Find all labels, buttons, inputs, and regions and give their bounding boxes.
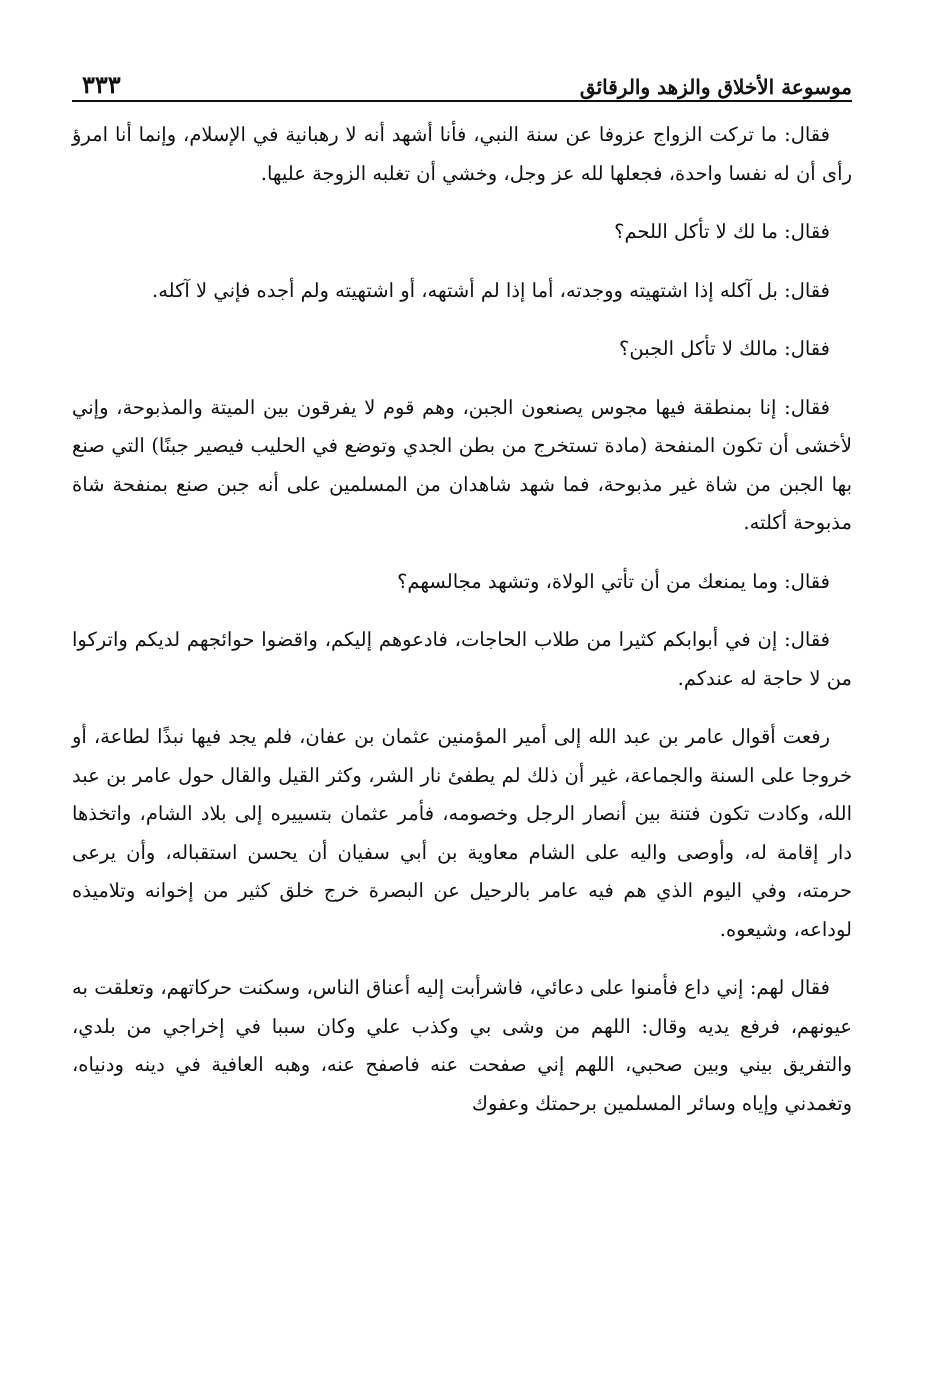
page-body bbox=[72, 116, 852, 1123]
paragraph: فقال: ما تركت الزواج عزوفا عن سنة النبي، فأنا أشهد أنه لا رهبانية في الإسلام، وإنما أنا امرؤ رأى أن له نفسا واحدة، فجعلها لله عز وجل، وخشي أن تغلبه الزوجة عليها. bbox=[72, 123, 852, 185]
paragraph: فقال: ما لك لا تأكل اللحم؟ bbox=[614, 220, 830, 243]
paragraph: فقال لهم: إني داع فأمنوا على دعائي، فاشرأبت إليه أعناق الناس، وسكنت حركاتهم، وتعلقت به عيونهم، فرفع يديه وقال: اللهم من وشى بي وكذب علي وكان سببا في إخراجي من بلدي، والتفريق بيني وبين صحبي، اللهم إني صفحت عنه فاصفح عنه، وهبه العافية في دينه ودنياه، وتغمدني وإياه وسائر المسلمين برحمتك وعفوك bbox=[72, 976, 852, 1115]
paragraph: فقال: وما يمنعك من أن تأتي الولاة، وتشهد مجالسهم؟ bbox=[397, 569, 830, 593]
book-page bbox=[72, 58, 852, 1358]
paragraph: فقال: إن في أبوابكم كثيرا من طلاب الحاجات، فادعوهم إليكم، واقضوا حوائجهم لديكم واتركوا من لا حاجة له عندكم. bbox=[72, 628, 852, 690]
paragraph: رفعت أقوال عامر بن عبد الله إلى أمير المؤمنين عثمان بن عفان، فلم يجد فيها نبذًا لطاعة، أو خروجا على السنة والجماعة، غير أن ذلك لم يطفئ نار الشر، وكثر القيل والقال حول عامر بن عبد الله، وكادت تكون فتنة بين أنصار الرجل وخصومه، فأمر عثمان بتسييره إلى بلاد الشام، واتخذها دار إقامة له، وأوصى واليه على الشام معاوية بن أبي سفيان أن يحسن استقباله، وأن يرعى حرمته، وفي اليوم الذي هم فيه عامر بالرحيل عن البصرة خرج خلق كثير من إخوانه وتلاميذه لوداعه، وشيعوه. bbox=[72, 725, 852, 941]
paragraph: فقال: إنا بمنطقة فيها مجوس يصنعون الجبن، وهم قوم لا يفرقون بين الميتة والمذبوحة، وإني لأخشى أن تكون المنفحة (مادة تستخرج من بطن الجدي وتوضع في الحليب فيصير جبنًا) التي صنع بها الجبن من شاة غير مذبوحة، فما شهد شاهدان من المسلمين على أنه جبن صنع بمنفحة شاة مذبوحة أكلته. bbox=[72, 395, 852, 534]
book-title: موسوعة الأخلاق والزهد والرقائق bbox=[579, 75, 852, 99]
paragraph: فقال: مالك لا تأكل الجبن؟ bbox=[619, 337, 830, 360]
page-number: ٣٣٣ bbox=[82, 69, 121, 99]
paragraph: فقال: بل آكله إذا اشتهيته ووجدته، أما إذا لم أشتهه، أو اشتهيته ولم أجده فإني لا آكله. bbox=[152, 278, 830, 302]
running-header bbox=[72, 58, 852, 102]
